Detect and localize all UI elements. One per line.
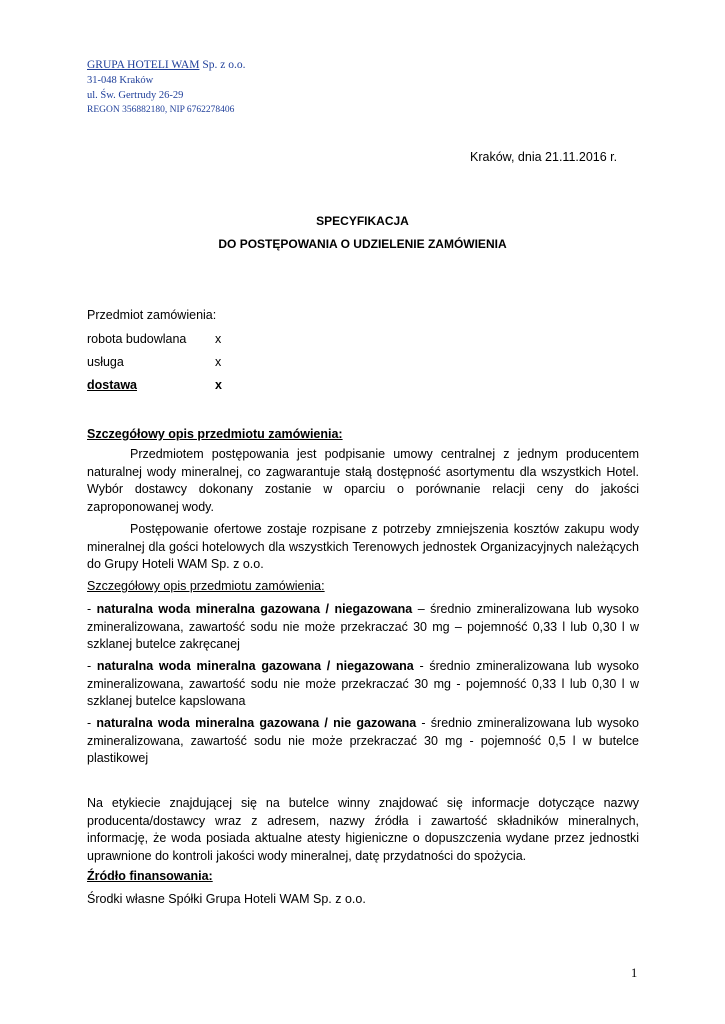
postal-city: 31-048 Kraków xyxy=(87,75,154,86)
item-prefix: - xyxy=(87,602,97,616)
item-product: naturalna woda mineralna gazowana / niegazowana xyxy=(96,602,413,616)
company-line xyxy=(87,58,245,73)
list-item xyxy=(87,601,639,654)
item-description: – średnio zmineralizowana lub wysoko zmineralizowana, zawartość sodu nie może przekraczać 30 mg – pojemność 0,33 l lub 0,30 l w szklanej butelce zakręcanej xyxy=(87,602,639,651)
list-item xyxy=(87,715,639,768)
option-label: dostawa xyxy=(87,378,138,392)
option-construction-works xyxy=(87,332,221,346)
item-description: - średnio zmineralizowana lub wysoko zmineralizowana, zawartość sodu nie może przekraczać 30 mg - pojemność 0,33 l lub 0,30 l w szklanej butelce kapslowana xyxy=(87,659,639,708)
item-product: naturalna woda mineralna gazowana / niegazowana xyxy=(96,659,414,673)
option-mark: x xyxy=(215,332,222,346)
date-line: Kraków, dnia 21.11.2016 r. xyxy=(470,150,618,164)
option-label: robota budowlana xyxy=(87,332,187,346)
list-item xyxy=(87,658,639,711)
item-product: naturalna woda mineralna gazowana / nie gazowana xyxy=(96,716,417,730)
label-paragraph: Na etykiecie znajdującej się na butelce winny znajdować się informacje dotyczące nazwy producenta/dostawcy wraz z adresem, nazwy źródła i zawartość składników mineralnych, informację, że woda posiada aktualne atesty higieniczne o dopuszczenia wydane przez jednostki uprawnione do kontroli jakości wody mineralnej, datę przydatności do spożycia. xyxy=(87,796,639,863)
option-service xyxy=(87,355,221,369)
document-subtitle: DO POSTĘPOWANIA O UDZIELENIE ZAMÓWIENIA xyxy=(218,237,507,251)
detail-subheading: Szczegółowy opis przedmiotu zamówienia: xyxy=(87,579,325,593)
option-mark: x xyxy=(215,378,222,392)
option-delivery xyxy=(87,378,221,392)
company-name: GRUPA HOTELI WAM xyxy=(87,59,200,71)
option-mark: x xyxy=(215,355,222,369)
detail-heading: Szczegółowy opis przedmiotu zamówienia: xyxy=(87,427,343,441)
document-title: SPECYFIKACJA xyxy=(316,214,409,228)
detail-paragraph-1: Przedmiotem postępowania jest podpisanie umowy centralnej z jednym producentem naturalnej wody mineralnej, co zagwarantuje stałą dostępność asortymentu dla wszystkich Hotel. Wybór dostawcy dokonany zostanie w oparciu o porównanie relacji ceny do jakości zaproponowanej wody. xyxy=(87,447,639,514)
option-label: usługa xyxy=(87,355,124,369)
subject-label: Przedmiot zamówienia: xyxy=(87,308,217,322)
street-address: ul. Św. Gertrudy 26-29 xyxy=(87,90,184,101)
financing-heading: Źródło finansowania: xyxy=(87,869,213,883)
regon-nip: REGON 356882180, NIP 6762278406 xyxy=(87,105,235,115)
letterhead xyxy=(87,58,245,118)
item-prefix: - xyxy=(87,716,97,730)
page-number: 1 xyxy=(631,966,638,980)
item-description: - średnio zmineralizowana lub wysoko zmineralizowana, zawartość sodu nie może przekraczać 30 mg - pojemność 0,5 l w butelce plastikowej xyxy=(87,716,640,765)
detail-paragraph-2: Postępowanie ofertowe zostaje rozpisane z potrzeby zmniejszenia kosztów zakupu wody mineralnej dla gości hotelowych dla wszystkich Terenowych jednostek Organizacyjnych należących do Grupy Hoteli WAM Sp. z o.o. xyxy=(87,522,639,571)
company-suffix: Sp. z o.o. xyxy=(202,59,246,71)
item-prefix: - xyxy=(87,659,97,673)
financing-text: Środki własne Spółki Grupa Hoteli WAM Sp. z o.o. xyxy=(87,892,366,906)
